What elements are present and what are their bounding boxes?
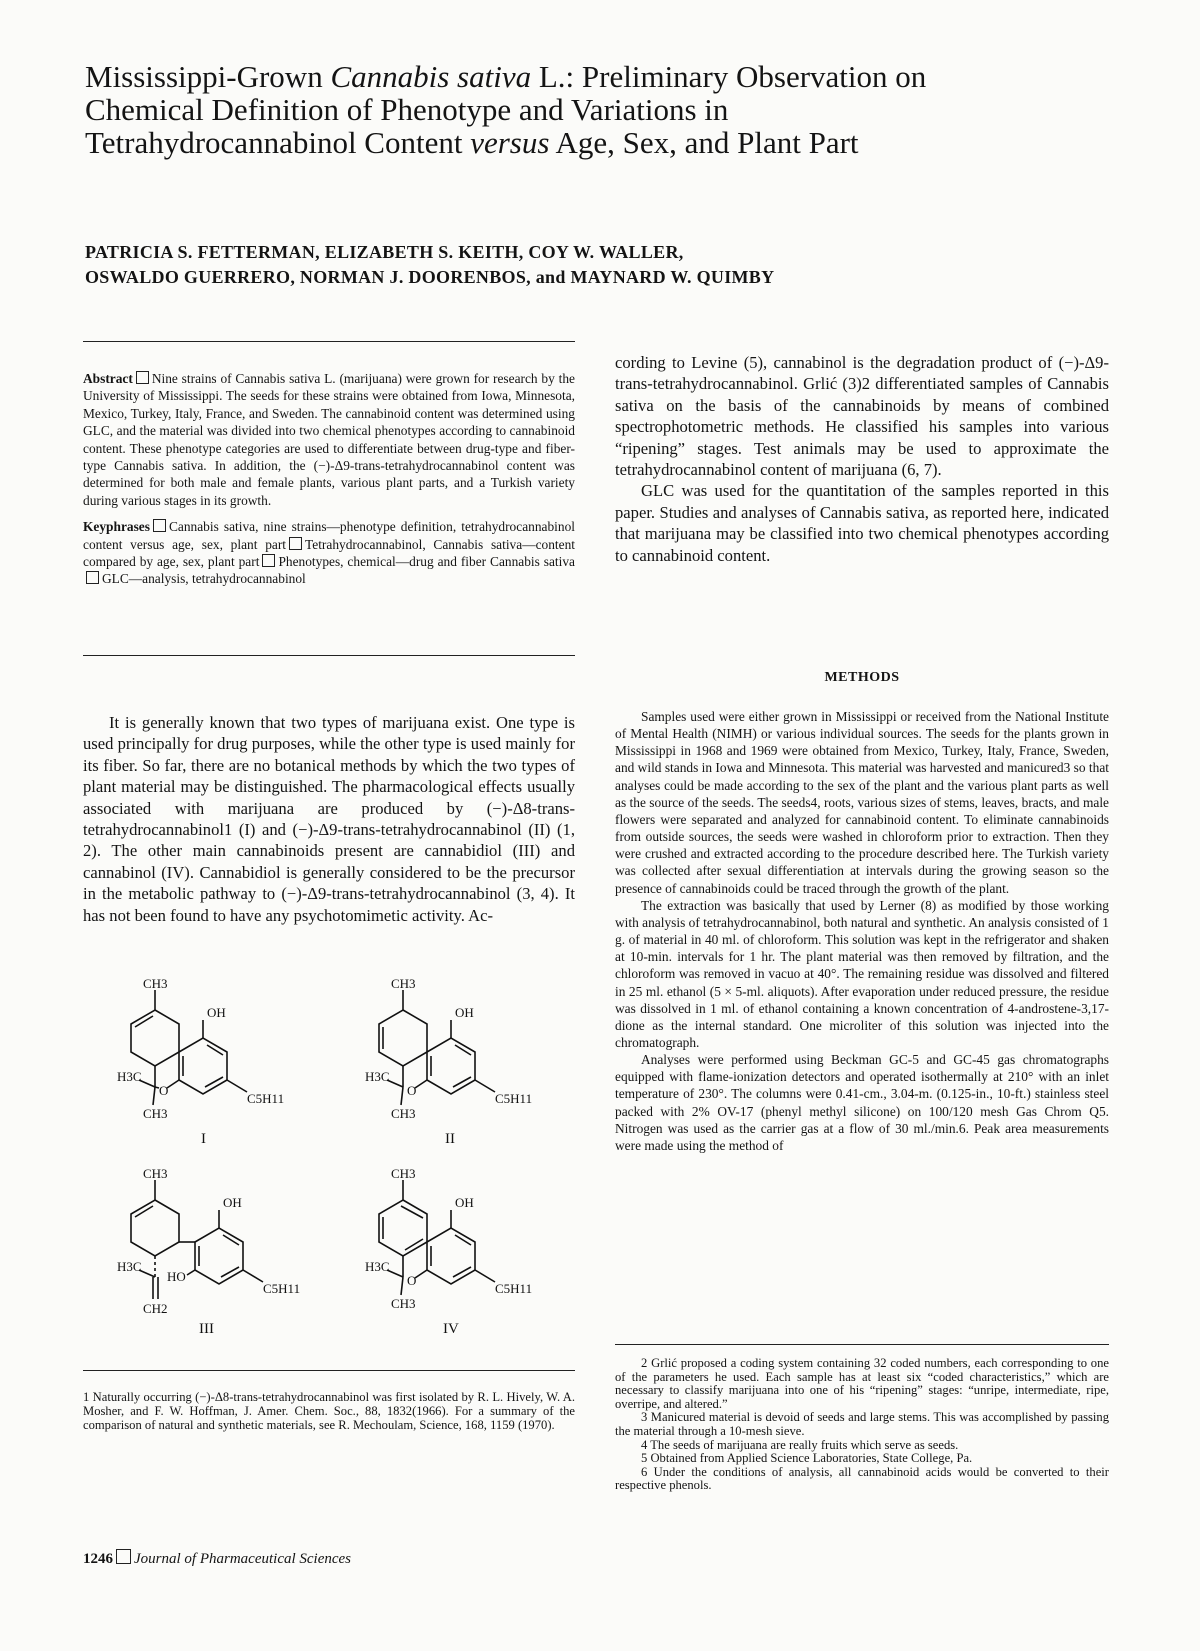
label-o-II: O <box>407 1083 417 1098</box>
body-right-column <box>615 352 1109 566</box>
methods-paragraph-2: The extraction was basically that used by Lerner (8) as modified by those working with analysis of tetrahydrocannabinol, both natural and synthetic. An analysis consisted of 1 g. of material in 40 ml. of chloroform. This solution was kept in the refrigerator and shaken at 10-min. intervals for 1 hr. The plant material was then removed by filtration, and the chloroform was removed in vacuo at 40°. The remaining residue was dissolved and filtered in 25 ml. ethanol (5 × 5-ml. aliquots). After evaporation under reduced pressure, the residue was dissolved in 1 ml. of ethanol containing a known concentration of 4-androstene-3,17-dione as the internal standard. One microliter of this solution was injected into the chromatograph. <box>615 897 1109 1050</box>
methods-paragraph-1: Samples used were either grown in Mississippi or received from the National Institute of Mental Health (NIMH) or various individual sources. The seeds for the plants grown in Mississippi in 1968 and 1969 were obtained from Mexico, Turkey, Italy, France, Sweden, and wild stands in Iowa and Minnesota. This material was harvested and manicured3 so that analyses could be made according to the sex of the plant and the various plant parts as well as the source of the seeds. The seeds4, roots, various sizes of stems, leaves, bracts, and male flowers were separated and analyzed for cannabinoid content. To eliminate cannabinoids from outside sources, the seeds were washed in chloroform prior to extraction. Then they were crushed and extracted according to the procedure described here. The Turkish variety was collected after sexual differentiation at intervals during the growing season so the presence of cannabinoids could be traced through the growth of the plant. <box>615 709 1109 896</box>
footnote-2: 2 Grlić proposed a coding system containing 32 coded numbers, each corresponding to one of the parameters he used. Each sample has at least six “coded characteristics,” which are necessary to classify marijuana into one of his “ripening” stages: “unripe, intermediate, ripe, overripe, and altered.” <box>615 1356 1109 1411</box>
structure-I <box>131 990 247 1105</box>
label-h3c-I: H3C <box>117 1069 142 1084</box>
abstract-paragraph: Abstract Nine strains of Cannabis sativa L. (marijuana) were grown for research by the University of Mississippi. The seeds for these strains were obtained from Iowa, Minnesota, Mexico, Turkey, Italy, France, and Sweden. The cannabinoid content was determined using GLC, and the material was divided into two chemical phenotypes according to cannabinoid content. These phenotype categories are used to differentiate between drug-type and fiber-type Cannabis sativa. In addition, the (−)-Δ9-trans-tetrahydrocannabinol content was determined for both male and female plants, various plant parts, and a Turkish variety during various stages in its growth. <box>83 371 575 508</box>
label-h3c-II: H3C <box>365 1069 390 1084</box>
label-c5h11-I: C5H11 <box>247 1091 285 1106</box>
label-c5h11-IV: C5H11 <box>495 1281 533 1296</box>
label-c5h11-III: C5H11 <box>263 1281 301 1296</box>
label-ch3-top-I: CH3 <box>143 976 168 991</box>
author-list <box>85 240 1105 290</box>
footnote-right-rule <box>615 1344 1109 1345</box>
footnote-left: 1 Naturally occurring (−)-Δ8-trans-tetrahydrocannabinol was first isolated by R. L. Hively, W. A. Mosher, and F. W. Hoffman, J. Amer. Chem. Soc., 88, 1832(1966). For a summary of the comparison of natural and synthetic materials, see R. Mechoulam, Science, 168, 1159 (1970). <box>83 1390 575 1432</box>
methods-heading: METHODS <box>824 670 900 685</box>
label-oh-II: OH <box>455 1005 474 1020</box>
abstract-block <box>83 370 575 597</box>
roman-I: I <box>201 1131 206 1147</box>
body-right-paragraph-2: GLC was used for the quantitation of the samples reported in this paper. Studies and analyses of Cannabis sativa, as reported here, indicated that marijuana may be classified into two chemical phenotypes according to cannabinoid content. <box>615 481 1109 565</box>
author-line-1: PATRICIA S. FETTERMAN, ELIZABETH S. KEITH, COY W. WALLER, <box>85 242 684 262</box>
label-ho-III: HO <box>167 1269 186 1284</box>
label-oh-III: OH <box>223 1195 242 1210</box>
article-title: Mississippi-Grown Cannabis sativa L.: Preliminary Observation on Chemical Definition of Phenotype and Variations in Tetrahydrocannabinol Content versus Age, Sex, and Plant Part <box>85 59 927 160</box>
label-h3c-IV: H3C <box>365 1259 390 1274</box>
footnote-left-rule <box>83 1370 575 1371</box>
roman-III: III <box>199 1321 214 1337</box>
structure-II <box>379 990 495 1105</box>
label-c5h11-II: C5H11 <box>495 1091 533 1106</box>
structures-svg <box>95 975 565 1350</box>
label-ch3-bottom-II: CH3 <box>391 1106 416 1121</box>
chemical-structures <box>95 975 565 1350</box>
methods-text <box>615 708 1109 1154</box>
label-ch3-top-IV: CH3 <box>391 1166 416 1181</box>
label-ch3-bottom-I: CH3 <box>143 1106 168 1121</box>
page-number: 1246 <box>83 1551 113 1567</box>
page-footer <box>83 1549 351 1568</box>
intro-paragraph: It is generally known that two types of marijuana exist. One type is used principally for drug purposes, while the other type is used mainly for its fiber. So far, there are no botanical methods by which the two types of plant material may be distinguished. The pharmacological effects usually associated with marijuana are produced by (−)-Δ8-trans-tetrahydrocannabinol1 (I) and (−)-Δ9-trans-tetrahydrocannabinol (II) (1, 2). The other main cannabinoids present are cannabidiol (III) and cannabinol (IV). Cannabidiol is generally considered to be the precursor in the metabolic pathway to (−)-Δ9-trans-tetrahydrocannabinol (3, 4). It has not been found to have any psychotomimetic activity. Ac- <box>83 713 575 925</box>
label-oh-IV: OH <box>455 1195 474 1210</box>
structure-III <box>131 1180 263 1299</box>
abstract-top-rule <box>83 341 575 342</box>
footnote-6: 6 Under the conditions of analysis, all cannabinoid acids would be converted to their respective phenols. <box>615 1464 1109 1493</box>
footnote-3: 3 Manicured material is devoid of seeds and large stems. This was accomplished by passing the material through a 10-mesh sieve. <box>615 1410 1109 1438</box>
label-ch3-top-II: CH3 <box>391 976 416 991</box>
journal-name: Journal of Pharmaceutical Sciences <box>134 1551 352 1567</box>
label-ch2-III: CH2 <box>143 1301 168 1316</box>
label-oh-I: OH <box>207 1005 226 1020</box>
label-o-I: O <box>159 1083 169 1098</box>
roman-II: II <box>445 1131 455 1147</box>
label-h3c-III: H3C <box>117 1259 142 1274</box>
body-left-column <box>83 712 575 926</box>
footnote-5: 5 Obtained from Applied Science Laboratories, State College, Pa. <box>641 1451 973 1466</box>
keyphrases-paragraph: Keyphrases Cannabis sativa, nine strains—phenotype definition, tetrahydrocannabinol content versus age, sex, plant part Tetrahydrocannabinol, Cannabis sativa—content compared by age, sex, plant part Phenotypes, chemical—drug and fiber Cannabis sativaGLC—analysis, tetrahydrocannabinol <box>83 519 575 587</box>
footnote-4: 4 The seeds of marijuana are really fruits which serve as seeds. <box>641 1437 959 1452</box>
label-ch3-top-III: CH3 <box>143 1166 168 1181</box>
author-line-2: OSWALDO GUERRERO, NORMAN J. DOORENBOS, and MAYNARD W. QUIMBY <box>85 267 775 287</box>
label-ch3-bottom-IV: CH3 <box>391 1296 416 1311</box>
footnotes-right <box>615 1357 1109 1493</box>
label-o-IV: O <box>407 1273 417 1288</box>
abstract-bottom-rule <box>83 655 575 656</box>
structure-IV <box>379 1180 495 1295</box>
roman-IV: IV <box>443 1321 459 1337</box>
methods-paragraph-3: Analyses were performed using Beckman GC-5 and GC-45 gas chromatographs equipped with flame-ionization detectors and operated isothermally at 210° with an inlet temperature of 230°. The columns were 0.41-cm., 3.04-m. (0.125-in., 10-ft.) stainless steel packed with 2% OV-17 (phenyl methyl silicone) on 100/120 mesh Gas Chrom Q5. Nitrogen was used as the carrier gas at a flow of 30 ml./min.6. Peak area measurements were made using the method of <box>615 1052 1109 1153</box>
body-right-paragraph-1: cording to Levine (5), cannabinol is the degradation product of (−)-Δ9-trans-tetrahydrocannabinol. Grlić (3)2 differentiated samples of Cannabis sativa on the basis of the cannabinoids by means of combined spectrophotometric methods. He classified his samples into various “ripening” stages. Test animals may be used to approximate the tetrahydrocannabinol content of marijuana (6, 7). <box>615 353 1109 480</box>
